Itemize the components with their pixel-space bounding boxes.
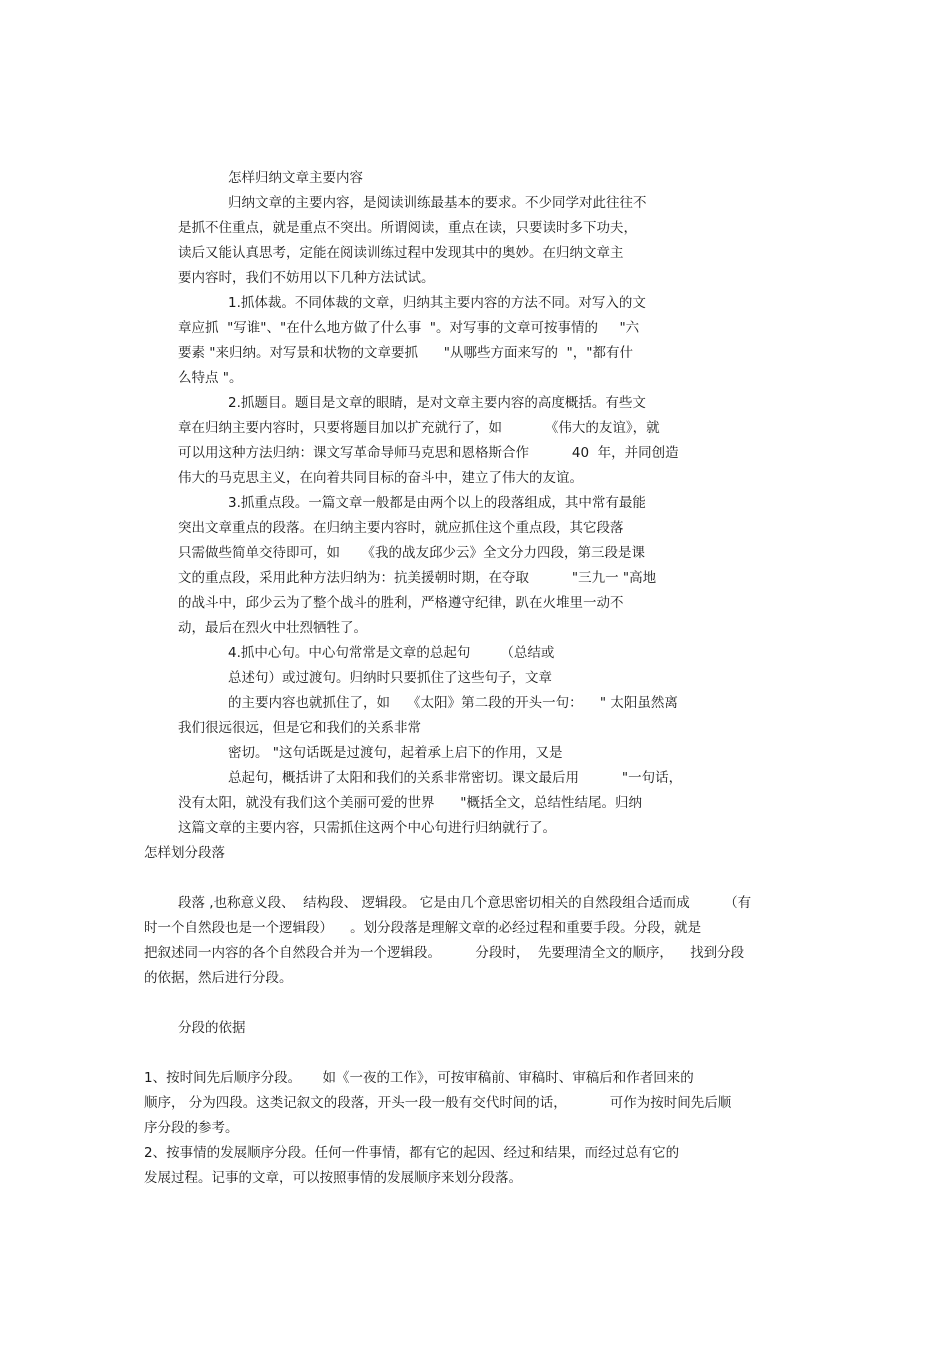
body-line: 1.抓体裁。不同体裁的文章，归纳其主要内容的方法不同。对写入的文	[228, 295, 646, 311]
list-item: 发展过程。记事的文章，可以按照事情的发展顺序来划分段落。	[144, 1170, 522, 1186]
body-line: 2.抓题目。题目是文章的眼睛，是对文章主要内容的高度概括。有些文	[228, 395, 646, 411]
body-line: 章应抓 "写谁"、"在什么地方做了什么事 "。对写事的文章可按事情的 "六	[178, 320, 640, 336]
body-line: 要内容时，我们不妨用以下几种方法试试。	[178, 270, 435, 286]
body-line: 动，最后在烈火中壮烈牺牲了。	[178, 620, 367, 636]
body-line: 密切。 "这句话既是过渡句，起着承上启下的作用，又是	[228, 745, 563, 761]
body-line: 可以用这种方法归纳：课文写革命导师马克思和恩格斯合作 40 年，并同创造	[178, 445, 679, 461]
body-line: 段落 ,也称意义段、 结构段、 逻辑段。 它是由几个意思密切相关的自然段组合适而成 （有	[178, 895, 752, 911]
body-line: 是抓不住重点，就是重点不突出。所谓阅读，重点在读，只要读时多下功夫，	[178, 220, 637, 236]
body-line: 把叙述同一内容的各个自然段合并为一个逻辑段。 分段时， 先要理清全文的顺序， 找到分段	[144, 945, 745, 961]
body-line: 的战斗中，邱少云为了整个战斗的胜利，严格遵守纪律，趴在火堆里一动不	[178, 595, 624, 611]
body-line: 的主要内容也就抓住了，如 《太阳》第二段的开头一句： " 太阳虽然离	[228, 695, 678, 711]
body-line: 文的重点段，采用此种方法归纳为：抗美援朝时期，在夺取 "三九一 "高地	[178, 570, 657, 586]
list-item: 序分段的参考。	[144, 1120, 239, 1136]
body-line: 归纳文章的主要内容，是阅读训练最基本的要求。不少同学对此往往不	[228, 195, 647, 211]
list-item: 1、按时间先后顺序分段。 如《一夜的工作》，可按审稿前、审稿时、审稿后和作者回来的	[144, 1070, 694, 1086]
body-line: 没有太阳，就没有我们这个美丽可爱的世界 "概括全文，总结性结尾。归纳	[178, 795, 642, 811]
body-line: 时一个自然段也是一个逻辑段） 。划分段落是理解文章的必经过程和重要手段。分段，就是	[144, 920, 702, 936]
body-line: 只需做些简单交待即可，如 《我的战友邱少云》全文分力四段，第三段是课	[178, 545, 645, 561]
list-item: 顺序， 分为四段。这类记叙文的段落，开头一段一般有交代时间的话， 可作为按时间先后顺	[144, 1095, 732, 1111]
body-line: 突出文章重点的段落。在归纳主要内容时，就应抓住这个重点段，其它段落	[178, 520, 624, 536]
body-line: 伟大的马克思主义，在向着共同目标的奋斗中，建立了伟大的友谊。	[178, 470, 583, 486]
body-line: 章在归纳主要内容时，只要将题目加以扩充就行了，如 《伟大的友谊》，就	[178, 420, 660, 436]
body-line: 总起句，概括讲了太阳和我们的关系非常密切。课文最后用 "一句话，	[228, 770, 683, 786]
body-line: 么特点 "。	[178, 370, 243, 386]
body-line: 总述句）或过渡句。归纳时只要抓住了这些句子，文章	[228, 670, 552, 686]
subsection-title: 分段的依据	[178, 1020, 246, 1036]
body-line: 我们很远很远，但是它和我们的关系非常	[178, 720, 421, 736]
body-line: 这篇文章的主要内容，只需抓住这两个中心句进行归纳就行了。	[178, 820, 556, 836]
body-line: 的依据，然后进行分段。	[144, 970, 293, 986]
body-line: 4.抓中心句。中心句常常是文章的总起句 （总结或	[228, 645, 555, 661]
list-item: 2、按事情的发展顺序分段。任何一件事情，都有它的起因、经过和结果，而经过总有它的	[144, 1145, 680, 1161]
section-title: 怎样归纳文章主要内容	[228, 170, 363, 186]
body-line: 读后又能认真思考，定能在阅读训练过程中发现其中的奥妙。在归纳文章主	[178, 245, 624, 261]
section-title: 怎样划分段落	[144, 845, 225, 861]
body-line: 要素 "来归纳。对写景和状物的文章要抓 "从哪些方面来写的 "，"都有什	[178, 345, 633, 361]
body-line: 3.抓重点段。一篇文章一般都是由两个以上的段落组成，其中常有最能	[228, 495, 646, 511]
